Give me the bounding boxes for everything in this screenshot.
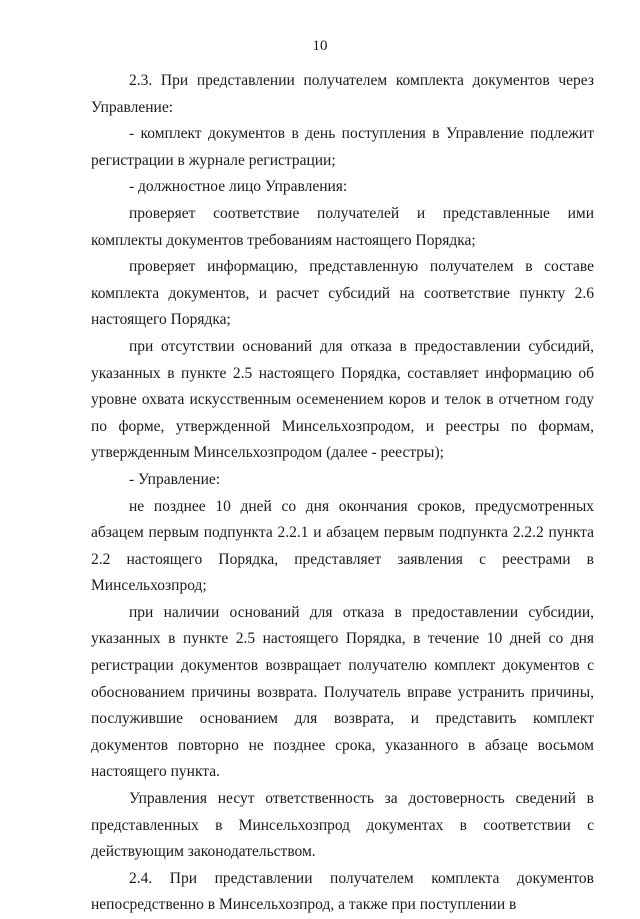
paragraph-checks-compliance: проверяет соответствие получателей и представленные ими комплекты документов требованиям настоящего Порядка; xyxy=(91,204,594,249)
paragraph-registration: - комплект документов в день поступления в Управление подлежит регистрации в журнале регистрации; xyxy=(91,125,594,169)
paragraph-no-grounds: при отсутствии оснований для отказа в предоставлении субсидий, указанных в пункте 2.5 настоящего Порядка, составляет информацию об уровне охвата искусственным осеменением коров и телок в отчетном году по форме, утвержденной Минсельхозпродом, и реестры по формам, утвержденным Минсельхозпродом (далее - реестры); xyxy=(91,337,594,462)
paragraph-official-heading: - должностное лицо Управления: xyxy=(129,178,348,196)
paragraph-checks-information: проверяет информацию, представленную получателем в составе комплекта документов, и расчет субсидий на соответствие пункту 2.6 настоящего Порядка; xyxy=(91,258,594,329)
paragraph-administration-heading: - Управление: xyxy=(129,470,221,488)
paragraph-responsibility: Управления несут ответственность за достоверность сведений в представленных в Минсельхозпрод документах в соответствии с действующим законодательством. xyxy=(91,790,594,861)
paragraph-deadline: не позднее 10 дней со дня окончания сроков, предусмотренных абзацем первым подпункта 2.2.1 и абзацем первым подпункта 2.2.2 пункта 2.2 настоящего Порядка, представляет заявления с реестрами в Минсельхозпрод; xyxy=(91,497,594,595)
paragraph-refusal-grounds: при наличии оснований для отказа в предоставлении субсидии, указанных в пункте 2.5 настоящего Порядка, в течение 10 дней со дня регистрации документов возвращает получателю комплект документов с обоснованием причины возврата. Получатель вправе устранить причины, послужившие основанием для возврата, и представить комплект документов повторно не позднее срока, указанного в абзаце восьмом настоящего пункта. xyxy=(91,603,594,781)
page-number: 10 xyxy=(312,38,328,54)
document-body xyxy=(91,68,594,919)
paragraph-2-4-intro: 2.4. При представлении получателем комплекта документов непосредственно в Минсельхозпрод, а также при поступлении в xyxy=(91,869,594,914)
paragraph-2-3-intro: 2.3. При представлении получателем комплекта документов через Управление: xyxy=(91,72,594,116)
